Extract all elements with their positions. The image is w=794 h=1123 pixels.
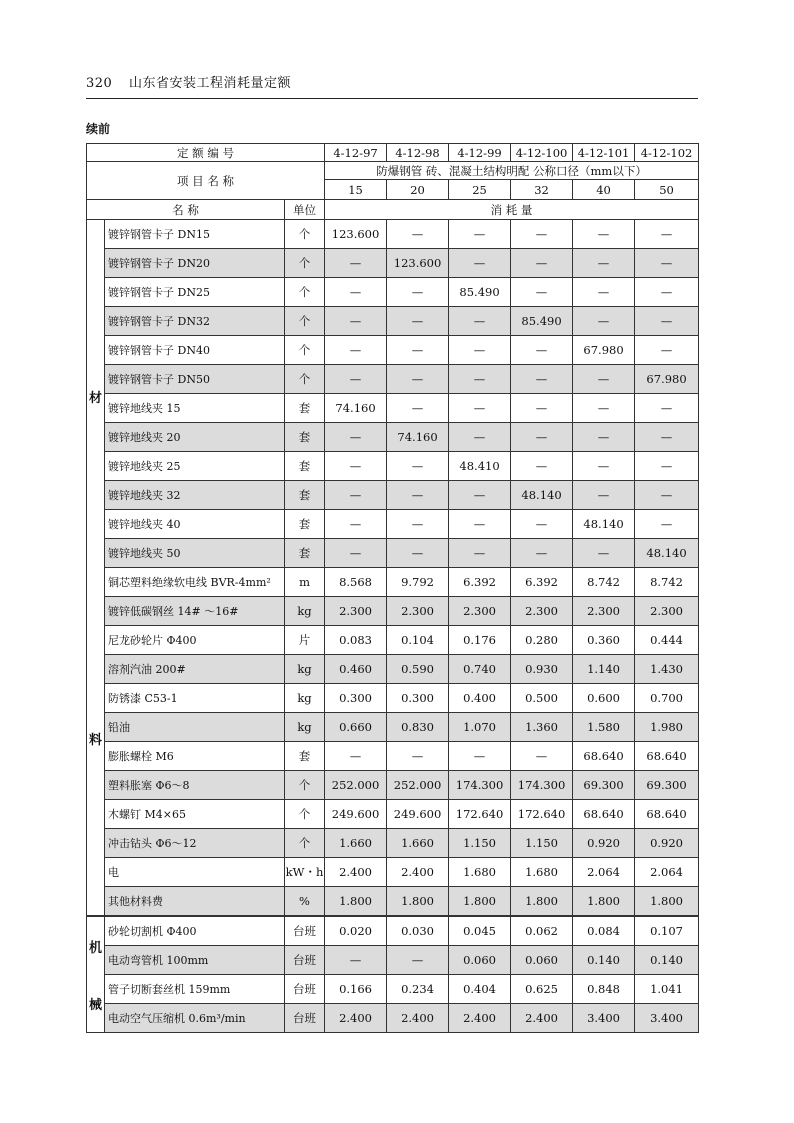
material-name: 溶剂汽油 200# <box>105 655 285 684</box>
material-unit: kg <box>285 713 325 742</box>
machine-group-char: 机 <box>88 940 102 956</box>
material-value: — <box>325 278 387 307</box>
material-value: 8.568 <box>325 568 387 597</box>
material-value: 1.800 <box>449 887 511 917</box>
page-number: 320 <box>86 76 113 91</box>
material-unit: 个 <box>285 307 325 336</box>
material-value: — <box>387 452 449 481</box>
item-desc-row <box>87 162 699 180</box>
material-row <box>87 858 699 887</box>
machine-value: 0.045 <box>449 916 511 946</box>
material-value: 2.064 <box>635 858 699 887</box>
material-name: 镀锌地线夹 50 <box>105 539 285 568</box>
material-value: — <box>387 742 449 771</box>
material-value: 0.600 <box>573 684 635 713</box>
diameter: 25 <box>449 180 511 200</box>
material-value: 68.640 <box>573 742 635 771</box>
quota-table <box>86 143 699 1033</box>
material-value: 1.660 <box>387 829 449 858</box>
machine-value: 0.404 <box>449 975 511 1004</box>
material-value: 252.000 <box>387 771 449 800</box>
material-value: — <box>635 249 699 278</box>
material-value: 69.300 <box>635 771 699 800</box>
machine-value: — <box>325 946 387 975</box>
material-value: 0.083 <box>325 626 387 655</box>
material-value: — <box>573 423 635 452</box>
machine-value: 0.140 <box>573 946 635 975</box>
material-name: 镀锌钢管卡子 DN25 <box>105 278 285 307</box>
material-row <box>87 278 699 307</box>
material-name: 镀锌地线夹 20 <box>105 423 285 452</box>
item-name-label: 项 目 名 称 <box>87 162 325 200</box>
material-row <box>87 481 699 510</box>
material-value: — <box>573 539 635 568</box>
diameter: 32 <box>511 180 573 200</box>
material-value: — <box>387 307 449 336</box>
machine-group-chars <box>87 918 104 1032</box>
material-value: — <box>387 510 449 539</box>
material-value: — <box>325 307 387 336</box>
material-unit: 个 <box>285 249 325 278</box>
col-unit-header: 单位 <box>285 200 325 220</box>
material-value: — <box>573 365 635 394</box>
material-value: — <box>325 742 387 771</box>
material-unit: 套 <box>285 394 325 423</box>
quota-table-body <box>87 144 699 1033</box>
material-value: 1.800 <box>635 887 699 917</box>
material-value: 0.400 <box>449 684 511 713</box>
machine-group-char: 械 <box>88 997 102 1013</box>
material-row <box>87 829 699 858</box>
material-value: 74.160 <box>325 394 387 423</box>
material-row <box>87 568 699 597</box>
material-value: — <box>449 249 511 278</box>
material-value: — <box>449 336 511 365</box>
material-value: 0.920 <box>635 829 699 858</box>
material-value: — <box>387 539 449 568</box>
material-value: 1.070 <box>449 713 511 742</box>
material-value: 172.640 <box>449 800 511 829</box>
quota-code: 4-12-99 <box>449 144 511 162</box>
material-value: — <box>511 278 573 307</box>
material-value: 68.640 <box>635 742 699 771</box>
material-value: 249.600 <box>325 800 387 829</box>
machine-value: 0.062 <box>511 916 573 946</box>
machine-name: 电动空气压缩机 0.6m³/min <box>105 1004 285 1033</box>
material-value: 0.104 <box>387 626 449 655</box>
material-value: 48.410 <box>449 452 511 481</box>
material-name: 镀锌钢管卡子 DN50 <box>105 365 285 394</box>
machine-value: 1.041 <box>635 975 699 1004</box>
material-row <box>87 742 699 771</box>
machine-unit: 台班 <box>285 916 325 946</box>
machine-row <box>87 946 699 975</box>
material-value: — <box>387 394 449 423</box>
machine-group-label <box>87 916 105 1033</box>
material-value: 1.800 <box>511 887 573 917</box>
material-name: 铜芯塑料绝缘软电线 BVR-4mm² <box>105 568 285 597</box>
material-value: 1.800 <box>573 887 635 917</box>
material-value: — <box>635 220 699 249</box>
material-value: 0.176 <box>449 626 511 655</box>
material-name: 冲击钻头 Φ6～12 <box>105 829 285 858</box>
material-value: — <box>325 452 387 481</box>
material-value: 1.980 <box>635 713 699 742</box>
material-value: 2.300 <box>325 597 387 626</box>
material-row <box>87 713 699 742</box>
material-name: 塑料胀塞 Φ6～8 <box>105 771 285 800</box>
material-value: 9.792 <box>387 568 449 597</box>
material-value: — <box>449 510 511 539</box>
material-unit: 套 <box>285 510 325 539</box>
material-name: 尼龙砂轮片 Φ400 <box>105 626 285 655</box>
material-value: — <box>511 394 573 423</box>
material-value: 174.300 <box>511 771 573 800</box>
material-value: 67.980 <box>635 365 699 394</box>
machine-value: 0.166 <box>325 975 387 1004</box>
material-unit: m <box>285 568 325 597</box>
material-row <box>87 655 699 684</box>
diameter: 20 <box>387 180 449 200</box>
material-unit: 个 <box>285 220 325 249</box>
material-unit: 个 <box>285 336 325 365</box>
material-value: 0.590 <box>387 655 449 684</box>
material-name: 镀锌地线夹 40 <box>105 510 285 539</box>
material-value: 174.300 <box>449 771 511 800</box>
material-value: 1.150 <box>449 829 511 858</box>
book-title: 山东省安装工程消耗量定额 <box>128 76 291 91</box>
machine-value: 0.030 <box>387 916 449 946</box>
material-name: 木螺钉 M4×65 <box>105 800 285 829</box>
material-value: — <box>573 394 635 423</box>
material-value: — <box>511 539 573 568</box>
material-name: 镀锌钢管卡子 DN15 <box>105 220 285 249</box>
material-value: 123.600 <box>325 220 387 249</box>
page-header <box>86 72 291 91</box>
machine-value: 2.400 <box>449 1004 511 1033</box>
machine-unit: 台班 <box>285 975 325 1004</box>
material-value: 2.300 <box>449 597 511 626</box>
material-value: 0.920 <box>573 829 635 858</box>
material-value: — <box>325 539 387 568</box>
material-value: — <box>573 481 635 510</box>
machine-value: — <box>387 946 449 975</box>
machine-row <box>87 916 699 946</box>
machine-value: 0.084 <box>573 916 635 946</box>
material-value: — <box>449 539 511 568</box>
material-value: — <box>449 220 511 249</box>
material-unit: kg <box>285 655 325 684</box>
material-row <box>87 510 699 539</box>
material-value: — <box>511 510 573 539</box>
material-row <box>87 365 699 394</box>
material-row <box>87 307 699 336</box>
machine-value: 0.020 <box>325 916 387 946</box>
material-row <box>87 423 699 452</box>
material-unit: kg <box>285 597 325 626</box>
material-value: — <box>449 423 511 452</box>
material-value: 0.300 <box>387 684 449 713</box>
material-value: 249.600 <box>387 800 449 829</box>
material-unit: 套 <box>285 742 325 771</box>
material-value: 74.160 <box>387 423 449 452</box>
material-name: 铅油 <box>105 713 285 742</box>
material-unit: kg <box>285 684 325 713</box>
material-value: 123.600 <box>387 249 449 278</box>
diameter: 15 <box>325 180 387 200</box>
material-value: — <box>325 510 387 539</box>
item-description: 防爆钢管 砖、混凝土结构明配 公称口径（mm以下） <box>325 162 699 180</box>
material-value: — <box>573 278 635 307</box>
material-value: — <box>325 336 387 365</box>
material-row <box>87 771 699 800</box>
material-value: 1.660 <box>325 829 387 858</box>
material-value: 85.490 <box>511 307 573 336</box>
material-value: — <box>573 249 635 278</box>
material-value: 6.392 <box>449 568 511 597</box>
material-value: 0.830 <box>387 713 449 742</box>
material-value: 172.640 <box>511 800 573 829</box>
material-value: — <box>449 742 511 771</box>
material-value: 2.400 <box>325 858 387 887</box>
material-row <box>87 539 699 568</box>
material-unit: 片 <box>285 626 325 655</box>
material-value: 1.680 <box>449 858 511 887</box>
machine-value: 0.625 <box>511 975 573 1004</box>
material-value: — <box>325 481 387 510</box>
material-value: — <box>387 481 449 510</box>
material-name: 防锈漆 C53-1 <box>105 684 285 713</box>
material-value: — <box>511 220 573 249</box>
quota-code: 4-12-100 <box>511 144 573 162</box>
machine-row <box>87 1004 699 1033</box>
material-value: 6.392 <box>511 568 573 597</box>
diameter: 50 <box>635 180 699 200</box>
material-value: — <box>449 365 511 394</box>
material-value: 8.742 <box>635 568 699 597</box>
material-value: 1.580 <box>573 713 635 742</box>
material-value: — <box>511 365 573 394</box>
machine-value: 0.060 <box>511 946 573 975</box>
machine-value: 0.140 <box>635 946 699 975</box>
machine-name: 砂轮切割机 Φ400 <box>105 916 285 946</box>
material-row <box>87 220 699 249</box>
material-value: 2.300 <box>635 597 699 626</box>
material-name: 镀锌钢管卡子 DN20 <box>105 249 285 278</box>
material-name: 电 <box>105 858 285 887</box>
material-value: 68.640 <box>573 800 635 829</box>
material-value: — <box>449 481 511 510</box>
material-value: — <box>635 510 699 539</box>
material-group-label <box>87 220 105 917</box>
machine-value: 0.234 <box>387 975 449 1004</box>
material-name: 其他材料费 <box>105 887 285 917</box>
material-value: 2.064 <box>573 858 635 887</box>
material-value: 48.140 <box>573 510 635 539</box>
material-value: 85.490 <box>449 278 511 307</box>
material-value: — <box>635 336 699 365</box>
material-value: 0.444 <box>635 626 699 655</box>
quota-code: 4-12-101 <box>573 144 635 162</box>
machine-unit: 台班 <box>285 1004 325 1033</box>
material-value: 1.800 <box>325 887 387 917</box>
machine-value: 0.060 <box>449 946 511 975</box>
material-value: — <box>511 336 573 365</box>
material-value: — <box>511 249 573 278</box>
material-unit: 套 <box>285 452 325 481</box>
material-value: — <box>325 249 387 278</box>
material-name: 镀锌钢管卡子 DN32 <box>105 307 285 336</box>
machine-unit: 台班 <box>285 946 325 975</box>
material-value: — <box>511 742 573 771</box>
material-unit: 套 <box>285 423 325 452</box>
material-name: 镀锌地线夹 25 <box>105 452 285 481</box>
material-value: 8.742 <box>573 568 635 597</box>
material-group-char: 材 <box>88 391 102 406</box>
material-unit: 个 <box>285 800 325 829</box>
material-value: 2.300 <box>511 597 573 626</box>
machine-row <box>87 975 699 1004</box>
material-row <box>87 887 699 917</box>
material-value: — <box>325 423 387 452</box>
material-value: — <box>635 278 699 307</box>
material-value: 67.980 <box>573 336 635 365</box>
material-value: 0.300 <box>325 684 387 713</box>
machine-value: 3.400 <box>573 1004 635 1033</box>
col-consumption-header: 消 耗 量 <box>325 200 699 220</box>
material-name: 膨胀螺栓 M6 <box>105 742 285 771</box>
machine-value: 2.400 <box>511 1004 573 1033</box>
material-value: 48.140 <box>635 539 699 568</box>
material-row <box>87 800 699 829</box>
material-value: 1.140 <box>573 655 635 684</box>
col-name-header: 名 称 <box>87 200 285 220</box>
material-value: 0.360 <box>573 626 635 655</box>
material-group-chars <box>87 226 104 910</box>
material-value: 1.150 <box>511 829 573 858</box>
quota-code: 4-12-102 <box>635 144 699 162</box>
material-value: — <box>573 452 635 481</box>
material-value: 2.300 <box>573 597 635 626</box>
material-value: 252.000 <box>325 771 387 800</box>
material-value: — <box>387 220 449 249</box>
diameter: 40 <box>573 180 635 200</box>
quota-code: 4-12-98 <box>387 144 449 162</box>
machine-name: 电动弯管机 100mm <box>105 946 285 975</box>
material-value: — <box>635 394 699 423</box>
material-unit: kW・h <box>285 858 325 887</box>
material-unit: % <box>285 887 325 917</box>
header-rule <box>86 98 698 99</box>
material-name: 镀锌低碳钢丝 14# ～16# <box>105 597 285 626</box>
machine-name: 管子切断套丝机 159mm <box>105 975 285 1004</box>
material-value: — <box>511 452 573 481</box>
material-value: 2.400 <box>387 858 449 887</box>
material-unit: 套 <box>285 481 325 510</box>
material-name: 镀锌地线夹 32 <box>105 481 285 510</box>
material-value: 0.740 <box>449 655 511 684</box>
material-value: — <box>387 336 449 365</box>
continued-label: 续前 <box>86 122 111 136</box>
material-value: — <box>387 278 449 307</box>
material-name: 镀锌钢管卡子 DN40 <box>105 336 285 365</box>
material-unit: 个 <box>285 278 325 307</box>
quota-no-label: 定 额 编 号 <box>87 144 325 162</box>
material-value: 2.300 <box>387 597 449 626</box>
material-row <box>87 394 699 423</box>
material-value: 0.280 <box>511 626 573 655</box>
material-row <box>87 336 699 365</box>
quota-code: 4-12-97 <box>325 144 387 162</box>
material-value: 0.930 <box>511 655 573 684</box>
material-row <box>87 684 699 713</box>
material-value: 0.500 <box>511 684 573 713</box>
material-group-char: 料 <box>88 733 102 748</box>
material-value: 69.300 <box>573 771 635 800</box>
material-row <box>87 249 699 278</box>
material-name: 镀锌地线夹 15 <box>105 394 285 423</box>
material-value: 1.800 <box>387 887 449 917</box>
material-value: — <box>573 220 635 249</box>
material-value: — <box>635 307 699 336</box>
material-value: — <box>387 365 449 394</box>
material-value: 1.360 <box>511 713 573 742</box>
material-value: — <box>635 423 699 452</box>
quota-code-row <box>87 144 699 162</box>
material-value: 0.700 <box>635 684 699 713</box>
material-value: 1.430 <box>635 655 699 684</box>
material-value: — <box>635 452 699 481</box>
machine-value: 2.400 <box>325 1004 387 1033</box>
machine-value: 2.400 <box>387 1004 449 1033</box>
machine-value: 0.848 <box>573 975 635 1004</box>
material-value: — <box>511 423 573 452</box>
material-value: 0.460 <box>325 655 387 684</box>
material-unit: 个 <box>285 365 325 394</box>
material-value: 1.680 <box>511 858 573 887</box>
material-value: 68.640 <box>635 800 699 829</box>
material-row <box>87 626 699 655</box>
machine-value: 3.400 <box>635 1004 699 1033</box>
material-row <box>87 452 699 481</box>
material-unit: 个 <box>285 771 325 800</box>
material-value: — <box>573 307 635 336</box>
material-unit: 个 <box>285 829 325 858</box>
material-unit: 套 <box>285 539 325 568</box>
column-header-row <box>87 200 699 220</box>
material-value: — <box>635 481 699 510</box>
material-value: — <box>449 394 511 423</box>
material-value: 0.660 <box>325 713 387 742</box>
machine-value: 0.107 <box>635 916 699 946</box>
material-value: — <box>449 307 511 336</box>
material-row <box>87 597 699 626</box>
material-value: 48.140 <box>511 481 573 510</box>
material-value: — <box>325 365 387 394</box>
